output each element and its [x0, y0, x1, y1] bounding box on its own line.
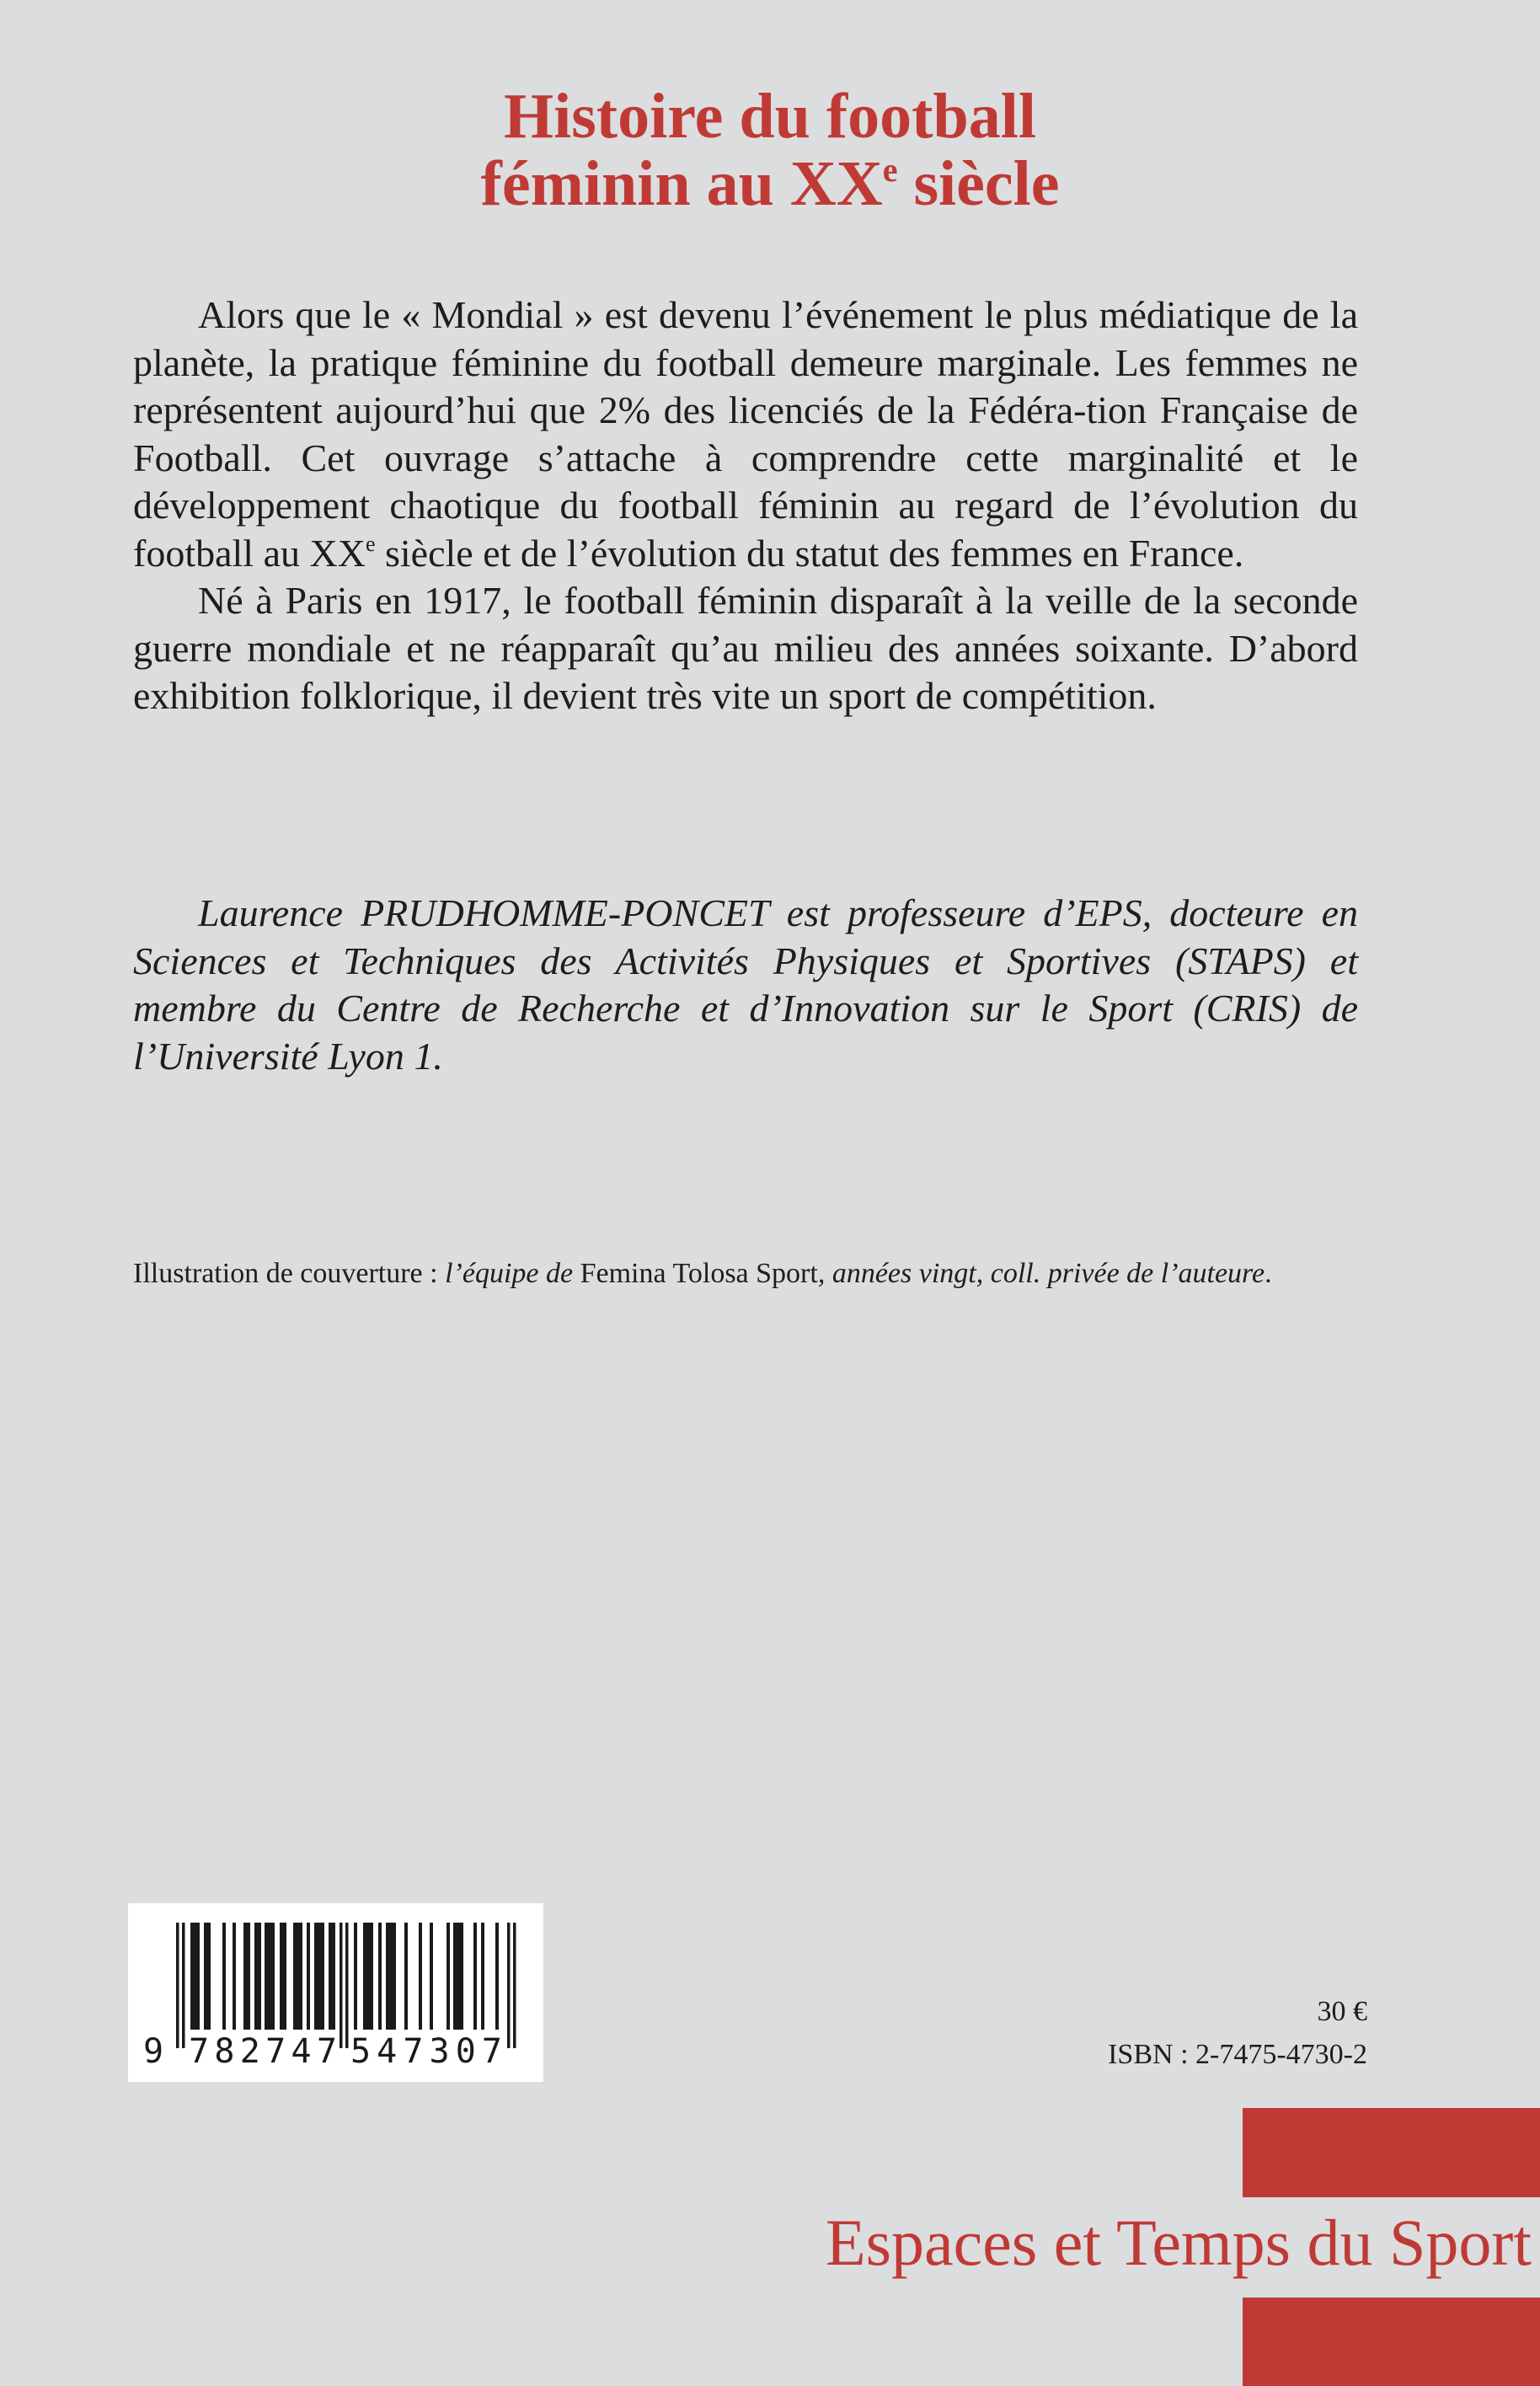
barcode-digit-first: 9	[143, 2032, 164, 2071]
price: 30 €	[1317, 1996, 1367, 2027]
barcode-digits-right: 547307	[350, 2032, 502, 2071]
blurb	[133, 292, 1358, 720]
blurb-paragraph-1-text: Alors que le « Mondial » est devenu l’événement le plus médiatique de la planète, la pratique féminine du football demeure marginale. Les femmes ne représentent aujourd’hui que 2% des licenciés de la Fédéra-tion Française de Football. Cet ouvrage s’attache à comprendre cette marginalité et le développement chaotique du football féminin au regard de l’évolution du football au XX	[133, 293, 1358, 575]
century-superscript: e	[365, 531, 376, 556]
credit-italic-2: , années vingt, coll. privée de l’auteure	[817, 1258, 1265, 1289]
title-superscript: e	[882, 151, 898, 189]
isbn: ISBN : 2-7475-4730-2	[1108, 2039, 1367, 2070]
book-title	[0, 83, 1540, 217]
credit-label: Illustration de couverture :	[133, 1258, 446, 1289]
series-name: Espaces et Temps du Sport	[826, 2206, 1532, 2279]
barcode-icon	[128, 1903, 543, 2082]
credit-end: .	[1265, 1258, 1272, 1289]
blurb-paragraph-2: Né à Paris en 1917, le football féminin disparaît à la veille de la seconde guerre mondiale et ne réapparaît qu’au milieu des années soixante. D’abord exhibition folklorique, il devient très vite un sport de compétition.	[133, 579, 1358, 717]
title-line-2-prefix: féminin au XX	[480, 148, 883, 219]
title-line-2	[0, 150, 1540, 217]
title-line-2-suffix: siècle	[897, 148, 1060, 219]
credit-team-name: Femina Tolosa Sport	[580, 1258, 818, 1289]
series-decor-top	[1243, 2108, 1540, 2197]
author-bio	[133, 890, 1358, 1080]
blurb-paragraph-1-text-end: siècle et de l’évolution du statut des femmes en France.	[375, 531, 1244, 575]
barcode-digits-left: 782747	[189, 2032, 337, 2071]
series-decor-bottom	[1243, 2298, 1540, 2386]
title-line-1: Histoire du football	[504, 81, 1036, 152]
author-bio-text: Laurence PRUDHOMME-PONCET est professeure d’EPS, docteure en Sciences et Techniques des Activités Physiques et Sportives (STAPS) et membre du Centre de Recherche et d’Innovation sur le Sport (CRIS) de l’Université Lyon 1.	[133, 891, 1358, 1078]
blurb-paragraph-1	[133, 292, 1358, 577]
isbn-barcode	[128, 1903, 543, 2082]
illustration-credit	[133, 1254, 1358, 1294]
credit-italic-1: l’équipe de	[445, 1258, 580, 1289]
